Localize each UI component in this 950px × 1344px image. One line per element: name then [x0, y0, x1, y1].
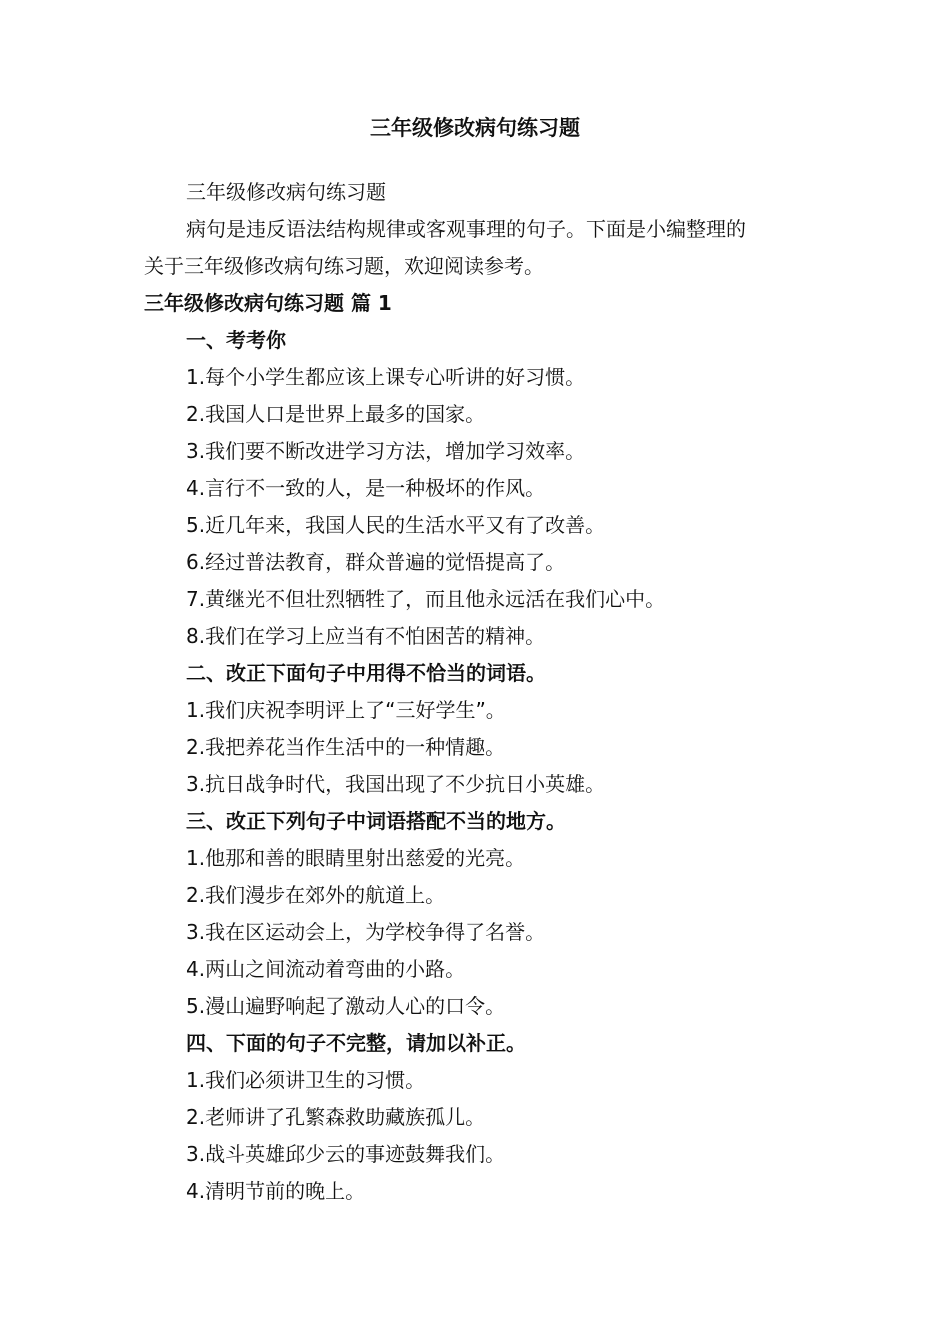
list-item: 1.每个小学生都应该上课专心听讲的好习惯。 [186, 365, 586, 389]
list-item: 1.我们必须讲卫生的习惯。 [186, 1068, 426, 1092]
list-item: 3.我在区运动会上，为学校争得了名誉。 [186, 920, 546, 944]
section-heading-4: 四、下面的句子不完整，请加以补正。 [186, 1031, 526, 1055]
document-body [144, 174, 814, 1210]
list-item: 5.近几年来，我国人民的生活水平又有了改善。 [186, 513, 606, 537]
list-item: 1.我们庆祝李明评上了“三好学生”。 [186, 698, 506, 722]
list-item: 8.我们在学习上应当有不怕困苦的精神。 [186, 624, 546, 648]
intro-subtitle: 三年级修改病句练习题 [186, 180, 386, 204]
list-item: 4.言行不一致的人，是一种极坏的作风。 [186, 476, 546, 500]
part-heading: 三年级修改病句练习题 篇 1 [144, 291, 392, 315]
section-heading-3: 三、改正下列句子中词语搭配不当的地方。 [186, 809, 566, 833]
section-heading-1: 一、考考你 [186, 328, 286, 352]
list-item: 4.两山之间流动着弯曲的小路。 [186, 957, 466, 981]
document-title: 三年级修改病句练习题 [370, 116, 580, 140]
list-item: 6.经过普法教育，群众普遍的觉悟提高了。 [186, 550, 566, 574]
list-item: 4.清明节前的晚上。 [186, 1179, 366, 1203]
list-item: 2.老师讲了孔繁森救助藏族孤儿。 [186, 1105, 486, 1129]
list-item: 5.漫山遍野响起了激动人心的口令。 [186, 994, 506, 1018]
list-item: 3.战斗英雄邱少云的事迹鼓舞我们。 [186, 1142, 506, 1166]
list-item: 2.我把养花当作生活中的一种情趣。 [186, 735, 506, 759]
intro-paragraph-line-1: 病句是违反语法结构规律或客观事理的句子。下面是小编整理的 [186, 217, 746, 241]
list-item: 1.他那和善的眼睛里射出慈爱的光亮。 [186, 846, 526, 870]
intro-paragraph-line-2: 关于三年级修改病句练习题，欢迎阅读参考。 [144, 254, 544, 278]
list-item: 3.抗日战争时代，我国出现了不少抗日小英雄。 [186, 772, 606, 796]
list-item: 2.我国人口是世界上最多的国家。 [186, 402, 486, 426]
list-item: 7.黄继光不但壮烈牺牲了，而且他永远活在我们心中。 [186, 587, 666, 611]
list-item: 2.我们漫步在郊外的航道上。 [186, 883, 446, 907]
list-item: 3.我们要不断改进学习方法，增加学习效率。 [186, 439, 586, 463]
section-heading-2: 二、改正下面句子中用得不恰当的词语。 [186, 661, 546, 685]
